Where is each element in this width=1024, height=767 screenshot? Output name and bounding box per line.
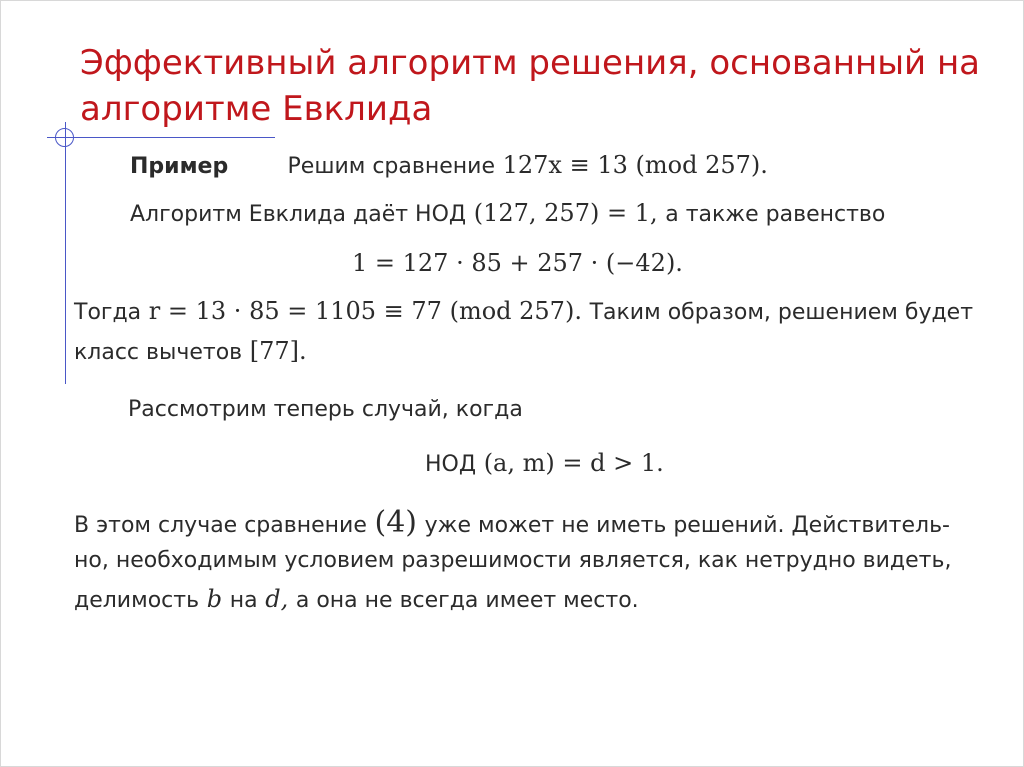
- residue-formula: [77].: [249, 337, 307, 365]
- euclid-text-before: Алгоритм Евклида даёт НОД: [130, 202, 467, 227]
- residue-text: класс вычетов: [74, 340, 243, 365]
- case-text-3a: делимость: [74, 588, 200, 613]
- then-line: [74, 296, 973, 328]
- equation-reference: (4): [374, 505, 417, 540]
- case-text-3b: а она не всегда имеет место.: [295, 588, 639, 613]
- decorative-vertical-line: [65, 122, 66, 384]
- slide-title: Эффективный алгоритм решения, основанный на алгоритме Евклида: [80, 43, 981, 129]
- case-line-1: [74, 505, 950, 541]
- case-line-2: но, необходимым условием разрешимости является, как нетрудно видеть,: [74, 548, 952, 573]
- then-text: Таким образом, решением будет: [589, 300, 974, 325]
- example-formula: 127x ≡ 13 (mod 257).: [502, 151, 768, 179]
- variable-b: b: [206, 585, 223, 613]
- case-text-1b: уже может не иметь решений. Действитель-: [424, 513, 950, 538]
- consider-text: Рассмотрим теперь случай, когда: [128, 397, 523, 422]
- variable-d: d,: [265, 585, 289, 613]
- case-text-3mid: на: [229, 588, 258, 613]
- euclid-formula: (127, 257) = 1,: [473, 199, 658, 227]
- residue-line: [74, 336, 307, 368]
- euclid-line: [130, 198, 885, 230]
- example-text: Решим сравнение: [287, 154, 495, 179]
- gcd-formula: (a, m) = d > 1.: [483, 449, 664, 477]
- decorative-circle-icon: [55, 128, 74, 147]
- equality-formula: 1 = 127 · 85 + 257 · (−42).: [352, 249, 683, 277]
- case-line-3: [74, 584, 639, 616]
- then-formula: r = 13 · 85 = 1105 ≡ 77 (mod 257).: [148, 297, 582, 325]
- example-line: [130, 150, 768, 182]
- decorative-horizontal-line: [47, 137, 275, 138]
- example-label: Пример: [130, 154, 229, 179]
- then-word: Тогда: [74, 300, 142, 325]
- gcd-label: НОД: [425, 452, 477, 477]
- gcd-condition-line: [425, 448, 664, 480]
- euclid-text-after: а также равенство: [665, 202, 886, 227]
- case-text-1a: В этом случае сравнение: [74, 513, 367, 538]
